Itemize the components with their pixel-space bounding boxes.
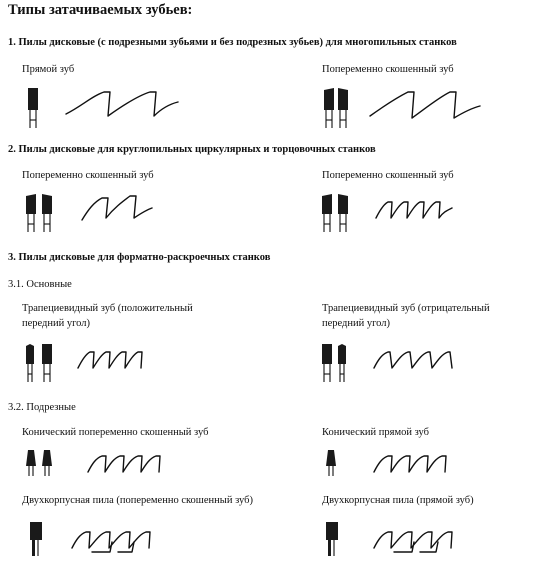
- tooth-profile-icon: [374, 532, 452, 552]
- trapezoid-negative-figure: [318, 342, 478, 386]
- tooth-profile-icon: [370, 92, 480, 118]
- tooth-profile-icon: [374, 352, 452, 368]
- label-trapezoid-positive-line2: передний угол): [22, 318, 91, 329]
- tooth-front-view-icon: [322, 344, 346, 382]
- tooth-front-view-icon: [28, 88, 38, 128]
- label-trapezoid-negative-line1: Трапециевидный зуб (отрицательный: [322, 303, 490, 314]
- section-1-heading: 1. Пилы дисковые (с подрезными зубьями и без подрезных зубьев) для многопильных станков: [8, 37, 457, 48]
- trapezoid-positive-figure: [22, 342, 172, 386]
- section-3-heading: 3. Пилы дисковые для форматно-раскроечных станков: [8, 252, 271, 263]
- tooth-profile-icon: [374, 456, 446, 472]
- tooth-profile-icon: [72, 532, 150, 552]
- tooth-front-view-icon: [26, 194, 52, 232]
- section-2-heading: 2. Пилы дисковые для круглопильных циркулярных и торцовочных станков: [8, 144, 376, 155]
- alternate-bevel-figure-2: [22, 192, 172, 236]
- label-alternate-bevel-1: Попеременно скошенный зуб: [322, 64, 454, 75]
- alternate-bevel-figure-3: [318, 192, 488, 236]
- label-straight-tooth: Прямой зуб: [22, 64, 75, 75]
- tooth-front-view-icon: [326, 450, 336, 476]
- subsection-3-2-heading: 3.2. Подрезные: [8, 402, 76, 413]
- tooth-front-view-icon: [26, 450, 52, 476]
- tooth-front-view-icon: [324, 88, 348, 128]
- tooth-front-view-icon: [322, 194, 348, 232]
- label-twin-body-alternate: Двухкорпусная пила (попеременно скошенный зуб): [22, 495, 253, 506]
- label-twin-body-straight: Двухкорпусная пила (прямой зуб): [322, 495, 474, 506]
- twin-body-straight-figure: [318, 520, 508, 558]
- label-conical-straight: Конический прямой зуб: [322, 427, 430, 438]
- tooth-profile-icon: [66, 92, 178, 116]
- tooth-profile-icon: [376, 202, 452, 218]
- tooth-front-view-icon: [26, 344, 52, 382]
- straight-tooth-figure: [22, 86, 192, 130]
- label-alternate-bevel-3: Попеременно скошенный зуб: [322, 170, 454, 181]
- alternate-bevel-figure-1: [318, 86, 508, 130]
- tooth-profile-icon: [88, 456, 160, 472]
- label-trapezoid-negative-line2: передний угол): [322, 318, 391, 329]
- tooth-profile-icon: [78, 352, 142, 368]
- tooth-front-view-icon: [326, 522, 338, 556]
- label-trapezoid-positive-line1: Трапециевидный зуб (положительный: [22, 303, 193, 314]
- twin-body-alternate-figure: [22, 520, 202, 558]
- tooth-profile-icon: [82, 196, 152, 220]
- tooth-front-view-icon: [30, 522, 42, 556]
- conical-alternate-figure: [22, 448, 182, 478]
- page-title: Типы затачиваемых зубьев:: [8, 2, 193, 18]
- label-conical-alternate: Конический попеременно скошенный зуб: [22, 427, 209, 438]
- conical-straight-figure: [318, 448, 498, 478]
- label-alternate-bevel-2: Попеременно скошенный зуб: [22, 170, 154, 181]
- subsection-3-1-heading: 3.1. Основные: [8, 279, 72, 290]
